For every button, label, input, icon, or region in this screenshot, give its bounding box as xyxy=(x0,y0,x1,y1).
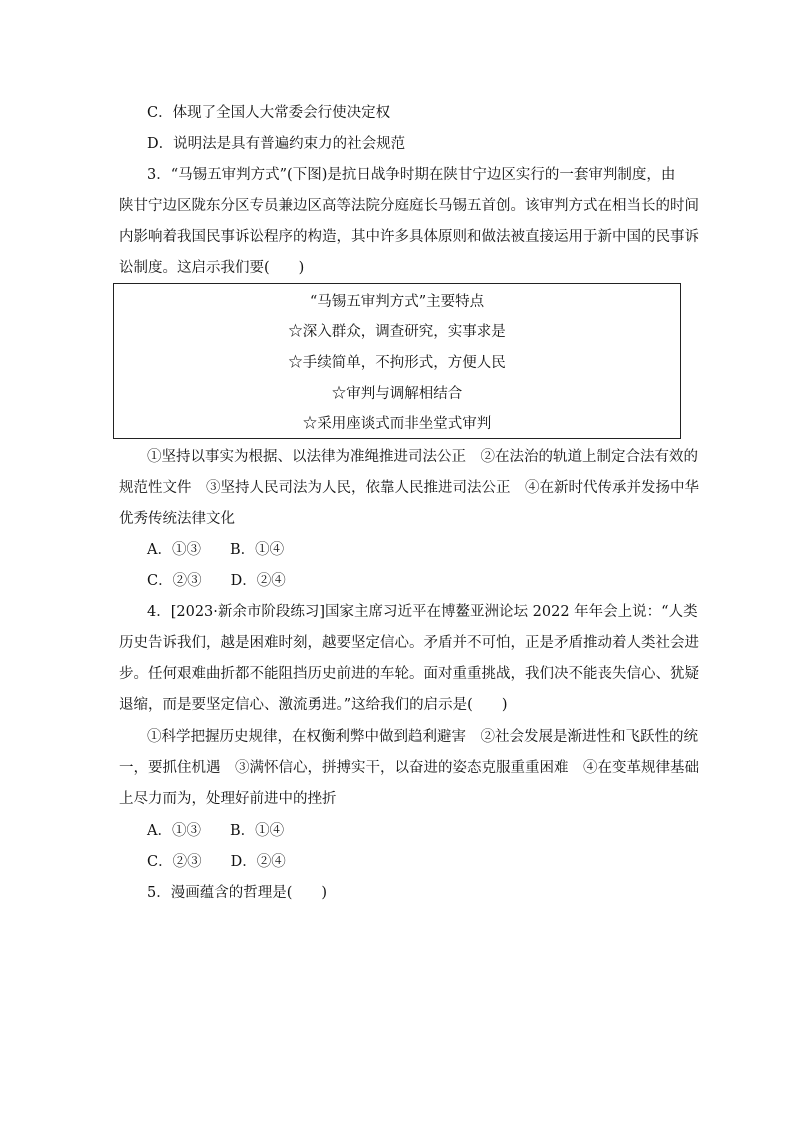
feature-box-title: “马锡五审判方式”主要特点 xyxy=(309,294,485,310)
q3-stem-line-2: 陕甘宁边区陇东分区专员兼边区高等法院分庭庭长马锡五首创。该审判方式在相当长的时间 xyxy=(119,198,699,214)
feature-item-4: ☆采用座谈式而非坐堂式审判 xyxy=(302,416,492,432)
q4-stem-line-4: 退缩，而是要坚定信心、激流勇进。”这给我们的启示是( ) xyxy=(119,697,508,713)
q4-statements-line-2: 一，要抓住机遇 ③满怀信心，拼搏实干，以奋进的姿态克服重重困难 ④在变革规律基础 xyxy=(119,760,699,776)
q3-stem-line-1: 3．“马锡五审判方式”(下图)是抗日战争时期在陕甘宁边区实行的一套审判制度，由 xyxy=(147,167,676,183)
q3-statements-line-3: 优秀传统法律文化 xyxy=(119,511,235,527)
q4-stem-line-3: 步。任何艰难曲折都不能阻挡历史前进的车轮。面对重重挑战，我们决不能丧失信心、犹疑 xyxy=(119,666,699,682)
q3-statements-line-1: ①坚持以事实为根据、以法律为准绳推进司法公正 ②在法治的轨道上制定合法有效的 xyxy=(147,449,698,465)
q4-options-ab: A．①③ B．①④ xyxy=(147,823,285,839)
q4-statements-line-1: ①科学把握历史规律，在权衡利弊中做到趋利避害 ②社会发展是渐进性和飞跃性的统 xyxy=(147,729,698,745)
feature-item-2: ☆手续简单，不拘形式，方便人民 xyxy=(288,355,506,371)
q2-option-c: C．体现了全国人大常委会行使决定权 xyxy=(147,105,391,121)
q3-options-ab: A．①③ B．①④ xyxy=(147,542,285,558)
q2-option-d: D．说明法是具有普遍约束力的社会规范 xyxy=(147,136,406,152)
feature-item-3: ☆审判与调解相结合 xyxy=(331,386,463,402)
q3-statements-line-2: 规范性文件 ③坚持人民司法为人民，依靠人民推进司法公正 ④在新时代传承并发扬中华 xyxy=(119,480,699,496)
q4-stem-line-2: 历史告诉我们，越是困难时刻，越要坚定信心。矛盾并不可怕，正是矛盾推动着人类社会进 xyxy=(119,635,699,651)
q3-stem-line-3: 内影响着我国民事诉讼程序的构造，其中许多具体原则和做法被直接运用于新中国的民事诉 xyxy=(119,229,699,245)
feature-item-1: ☆深入群众，调查研究，实事求是 xyxy=(288,324,506,340)
q4-options-cd: C．②③ D．②④ xyxy=(147,854,286,870)
q4-stem-line-1: 4．[2023·新余市阶段练习]国家主席习近平在博鳌亚洲论坛 2022 年年会上说：“人类 xyxy=(147,604,698,620)
q3-stem-line-4: 讼制度。这启示我们要( ) xyxy=(119,260,305,276)
q4-statements-line-3: 上尽力而为，处理好前进中的挫折 xyxy=(119,791,337,807)
q3-feature-box xyxy=(113,283,681,439)
q5-stem: 5．漫画蕴含的哲理是( ) xyxy=(147,885,328,901)
q3-options-cd: C．②③ D．②④ xyxy=(147,573,286,589)
